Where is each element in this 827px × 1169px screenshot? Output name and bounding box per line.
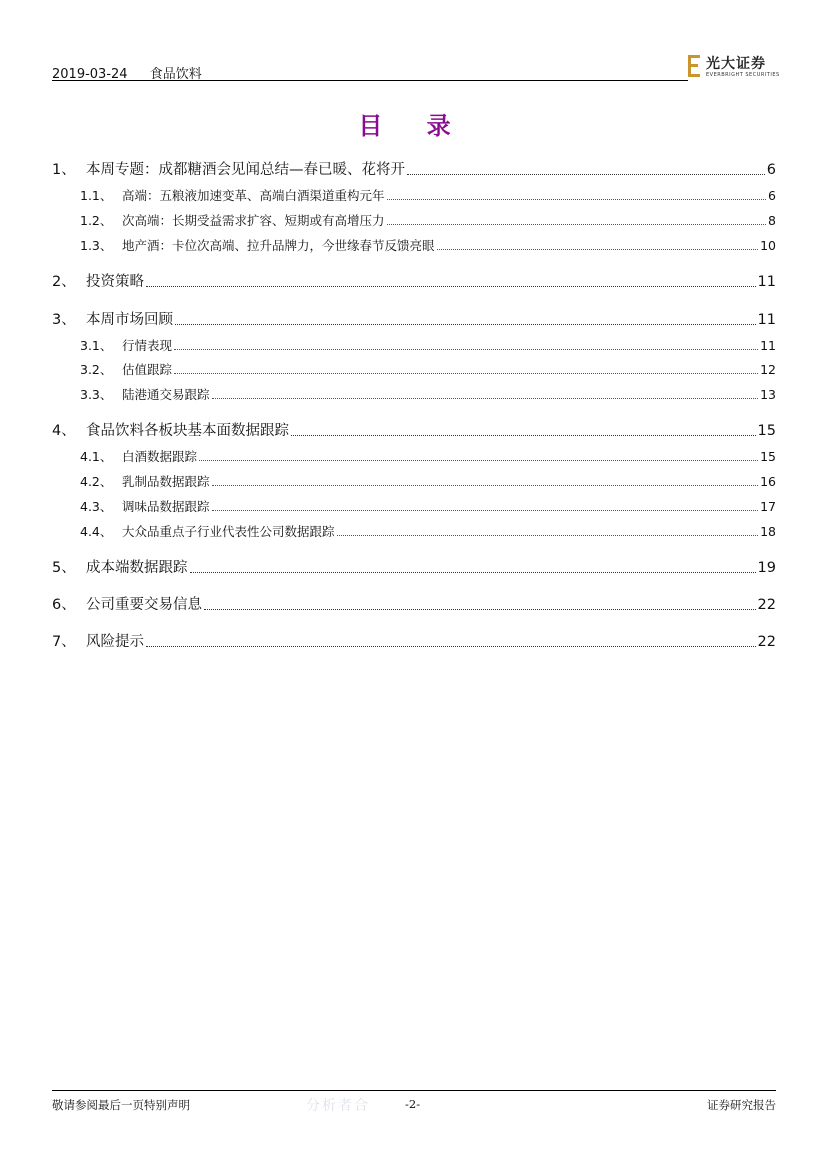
toc-subentry[interactable]	[80, 236, 776, 254]
disclaimer-link[interactable]: 敬请参阅最后一页特别声明	[52, 1098, 190, 1112]
toc-entry[interactable]	[52, 556, 776, 577]
toc-entry-title: 本周专题：成都糖酒会见闻总结—春已暖、花将开	[86, 162, 405, 178]
toc-entry[interactable]	[52, 419, 776, 440]
toc-entry-title: 乳制品数据跟踪	[122, 474, 210, 489]
toc-entry-page: 6	[766, 162, 776, 178]
toc-entry-page: 12	[760, 362, 776, 377]
toc-entry-number: 4、	[52, 423, 76, 439]
everbright-logo	[688, 53, 778, 81]
toc-entry-title: 风险提示	[86, 634, 144, 650]
report-sector: 食品饮料	[149, 67, 202, 82]
toc-entry[interactable]	[52, 270, 776, 291]
toc-entry-page: 22	[757, 597, 776, 613]
page-number: -2-	[405, 1097, 421, 1111]
toc-dot-leader	[291, 435, 756, 436]
toc-dot-leader	[212, 398, 759, 399]
toc-dot-leader	[175, 324, 756, 325]
toc-entry-title: 调味品数据跟踪	[122, 499, 210, 514]
toc-entry-title: 投资策略	[86, 274, 144, 290]
toc-entry-page: 18	[760, 524, 776, 539]
toc-entry[interactable]	[52, 630, 776, 651]
toc-entry-number: 2、	[52, 274, 76, 290]
toc-subentry[interactable]	[80, 186, 776, 204]
toc-dot-leader	[212, 485, 759, 486]
header-rule	[52, 80, 688, 81]
toc-dot-leader	[204, 609, 756, 610]
toc-dot-leader	[190, 572, 756, 573]
toc-entry-number: 4.3、	[80, 499, 113, 514]
toc-subentry[interactable]	[80, 522, 776, 540]
toc-entry-title: 地产酒：卡位次高端、拉升品牌力，今世缘春节反馈亮眼	[122, 238, 435, 253]
toc-subentry[interactable]	[80, 211, 776, 229]
toc-entry[interactable]	[52, 593, 776, 614]
toc-entry-number: 4.4、	[80, 524, 113, 539]
toc-entry-number: 1.1、	[80, 188, 113, 203]
footer-rule	[52, 1090, 776, 1091]
toc-entry-page: 8	[768, 213, 776, 228]
toc-subentry[interactable]	[80, 472, 776, 490]
toc-entry-number: 3.2、	[80, 362, 113, 377]
toc-entry-title: 大众品重点子行业代表性公司数据跟踪	[122, 524, 335, 539]
toc-entry-number: 3.1、	[80, 338, 113, 353]
toc-entry-page: 19	[757, 560, 776, 576]
toc-entry-page: 22	[757, 634, 776, 650]
toc-entry-title: 食品饮料各板块基本面数据跟踪	[86, 423, 289, 439]
toc-dot-leader	[437, 249, 759, 250]
toc-entry[interactable]	[52, 158, 776, 179]
toc-dot-leader	[387, 224, 767, 225]
toc-subentry[interactable]	[80, 497, 776, 515]
toc-dot-leader	[387, 199, 767, 200]
toc-entry-title: 陆港通交易跟踪	[122, 387, 210, 402]
toc-entry-page: 15	[757, 423, 776, 439]
toc-dot-leader	[174, 349, 758, 350]
toc-dot-leader	[146, 286, 756, 287]
toc-entry-title: 行情表现	[122, 338, 173, 353]
toc-dot-leader	[174, 373, 758, 374]
toc-dot-leader	[212, 510, 759, 511]
toc-dot-leader	[337, 535, 759, 536]
toc-subentry[interactable]	[80, 385, 776, 403]
toc-entry-number: 1.3、	[80, 238, 113, 253]
toc-entry-page: 11	[760, 338, 776, 353]
toc-title: 目 录	[358, 111, 469, 140]
logo-chinese-name: 光大证券	[706, 56, 766, 72]
toc-entry-title: 估值跟踪	[122, 362, 173, 377]
toc-entry-title: 本周市场回顾	[86, 312, 173, 328]
toc-entry-number: 7、	[52, 634, 76, 650]
report-date: 2019-03-24	[52, 67, 128, 82]
toc-entry-number: 3、	[52, 312, 76, 328]
toc-entry-number: 5、	[52, 560, 76, 576]
toc-dot-leader	[407, 174, 765, 175]
toc-entry-number: 3.3、	[80, 387, 113, 402]
toc-entry-page: 10	[760, 238, 776, 253]
toc-entry-title: 次高端：长期受益需求扩容、短期或有高增压力	[122, 213, 385, 228]
logo-english-name: EVERBRIGHT SECURITIES	[706, 72, 780, 78]
toc-entry-title: 白酒数据跟踪	[122, 449, 198, 464]
toc-entry-page: 13	[760, 387, 776, 402]
toc-subentry[interactable]	[80, 336, 776, 354]
toc-entry-number: 4.1、	[80, 449, 113, 464]
toc-entry-number: 6、	[52, 597, 76, 613]
toc-entry-number: 1、	[52, 162, 76, 178]
toc-dot-leader	[199, 460, 758, 461]
logo-mark-icon	[688, 55, 700, 77]
toc-entry-page: 15	[760, 449, 776, 464]
toc-entry-page: 11	[757, 274, 776, 290]
toc-dot-leader	[146, 646, 756, 647]
toc-entry-title: 公司重要交易信息	[86, 597, 202, 613]
footer-watermark: 分析者合	[306, 1098, 370, 1114]
toc-subentry[interactable]	[80, 447, 776, 465]
toc-subentry[interactable]	[80, 360, 776, 378]
toc-entry-page: 17	[760, 499, 776, 514]
toc-entry-number: 1.2、	[80, 213, 113, 228]
report-type: 证券研究报告	[707, 1098, 776, 1112]
toc-entry-page: 6	[768, 188, 776, 203]
toc-entry-page: 16	[760, 474, 776, 489]
toc-entry[interactable]	[52, 308, 776, 329]
toc-entry-title: 高端：五粮液加速变革、高端白酒渠道重构元年	[122, 188, 385, 203]
toc-entry-title: 成本端数据跟踪	[86, 560, 188, 576]
toc-entry-page: 11	[757, 312, 776, 328]
toc-entry-number: 4.2、	[80, 474, 113, 489]
